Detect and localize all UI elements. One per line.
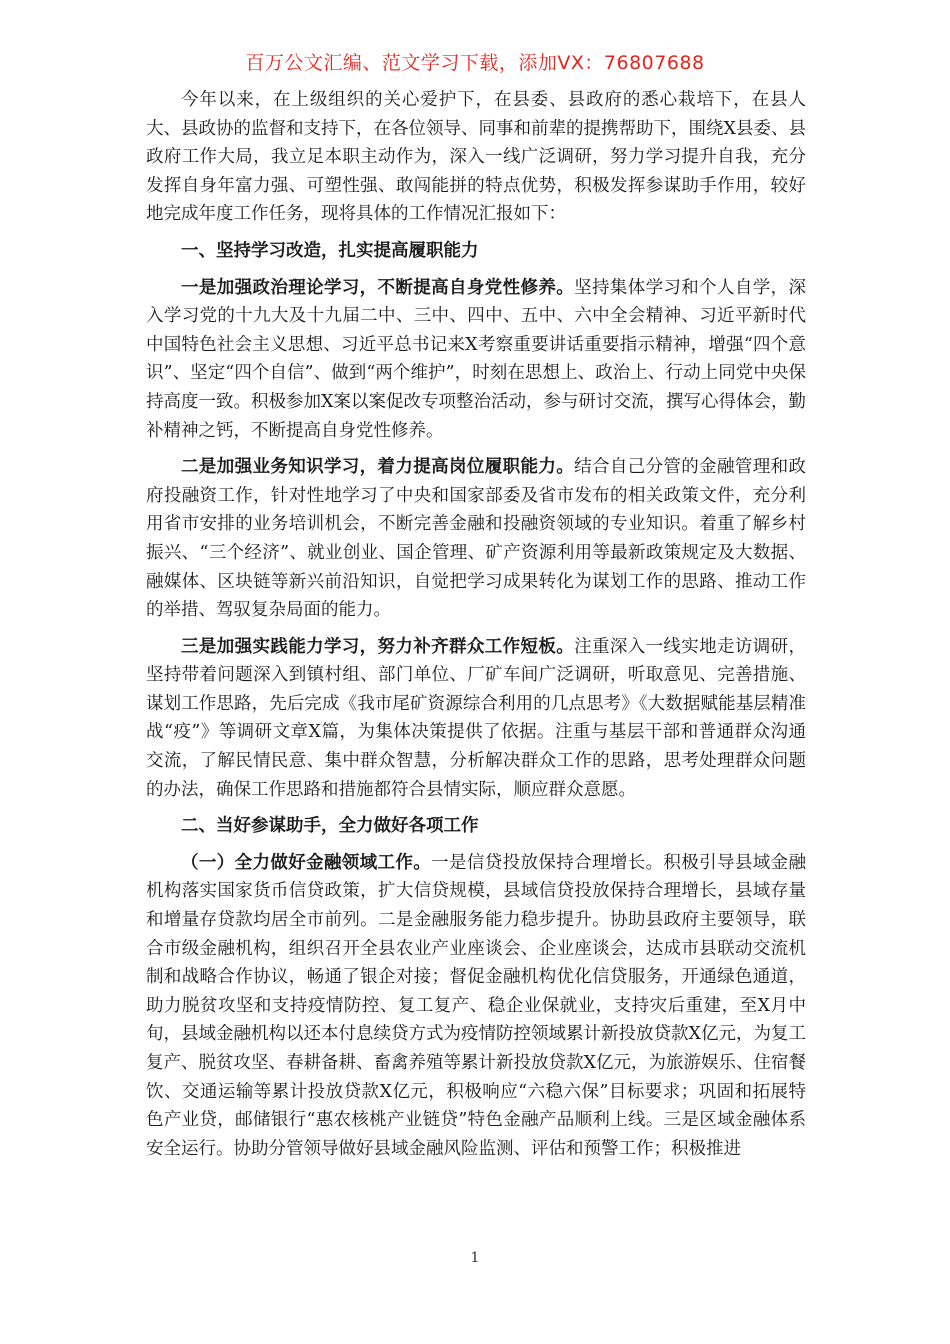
page-number: 1	[470, 1250, 480, 1266]
intro-paragraph: 今年以来，在上级组织的关心爱护下，在县委、县政府的悉心栽培下，在县人大、县政协的监督和支持下，在各位领导、同事和前辈的提携帮助下，围绕X县委、县政府工作大局，我立足本职主动作为，深入一线广泛调研，努力学习提升自我，充分发挥自身年富力强、可塑性强、敢闯能拼的特点优势，积极发挥参谋助手作用，较好地完成年度工作任务，现将具体的工作情况汇报如下：	[146, 90, 806, 225]
paragraph-lead: 一是加强政治理论学习，不断提高自身党性修养。	[181, 277, 575, 298]
paragraph-lead: （一）全力做好金融领域工作。	[181, 852, 432, 873]
paragraph-business-study	[146, 453, 806, 625]
paragraph-finance-work	[146, 849, 806, 1164]
promo-banner: 百万公文汇编、范文学习下载，添加VX：76807688	[245, 52, 705, 74]
paragraph-lead: 二是加强业务知识学习，着力提高岗位履职能力。	[181, 457, 575, 478]
paragraph-practice-study	[146, 633, 806, 805]
paragraph-lead: 三是加强实践能力学习，努力补齐群众工作短板。	[181, 636, 575, 657]
paragraph-body: 一是信贷投放保持合理增长。积极引导县域金融机构落实国家货币信贷政策，扩大信贷规模，县域信贷投放保持合理增长，县域存量和增量存贷款均居全市前列。二是金融服务能力稳步提升。协助县政府主要领导，联合市级金融机构，组织召开全县农业产业座谈会、企业座谈会，达成市县联动交流机制和战略合作协议，畅通了银企对接；督促金融机构优化信贷服务，开通绿色通道，助力脱贫攻坚和支持疫情防控、复工复产、稳企业保就业，支持灾后重建，至X月中旬，县域金融机构以还本付息续贷方式为疫情防控领域累计新投放贷款X亿元，为复工复产、脱贫攻坚、春耕备耕、畜禽养殖等累计新投放贷款X亿元，为旅游娱乐、住宿餐饮、交通运输等累计投放贷款X亿元，积极响应“六稳六保”目标要求；巩固和拓展特色产业贷，邮储银行“惠农核桃产业链贷”特色金融产品顺利上线。三是区域金融体系安全运行。协助分管领导做好县域金融风险监测、评估和预警工作；积极推进	[146, 852, 807, 1159]
paragraph-body: 注重深入一线实地走访调研，坚持带着问题深入到镇村组、部门单位、厂矿车间广泛调研，听取意见、完善措施、谋划工作思路，先后完成《我市尾矿资源综合利用的几点思考》《大数据赋能基层精准战“疫”》等调研文章X篇，为集体决策提供了依据。注重与基层干部和普通群众沟通交流，了解民情民意、集中群众智慧，分析解决群众工作的思路，思考处理群众问题的办法，确保工作思路和措施都符合县情实际，顺应群众意愿。	[146, 636, 807, 800]
paragraph-body: 结合自己分管的金融管理和政府投融资工作，针对性地学习了中央和国家部委及省市发布的相关政策文件，充分利用省市安排的业务培训机会，不断完善金融和投融资领域的专业知识。着重了解乡村振兴、“三个经济”、就业创业、国企管理、矿产资源利用等最新政策规定及大数据、融媒体、区块链等新兴前沿知识，自觉把学习成果转化为谋划工作的思路、推动工作的举措、驾驭复杂局面的能力。	[146, 457, 807, 621]
paragraph-political-study	[146, 274, 806, 446]
document-body	[146, 86, 806, 1171]
paragraph-body: 坚持集体学习和个人自学，深入学习党的十九大及十九届二中、三中、四中、五中、六中全会精神、习近平新时代中国特色社会主义思想、习近平总书记来X考察重要讲话重要指示精神，增强“四个意识”、坚定“四个自信”、做到“两个维护”，时刻在思想上、政治上、行动上同党中央保持高度一致。积极参加X案以案促改专项整治活动，参与研讨交流，撰写心得体会，勤补精神之钙，不断提高自身党性修养。	[146, 277, 807, 441]
section-heading-1: 一、坚持学习改造，扎实提高履职能力	[181, 240, 479, 261]
section-heading-2: 二、当好参谋助手，全力做好各项工作	[181, 816, 479, 837]
